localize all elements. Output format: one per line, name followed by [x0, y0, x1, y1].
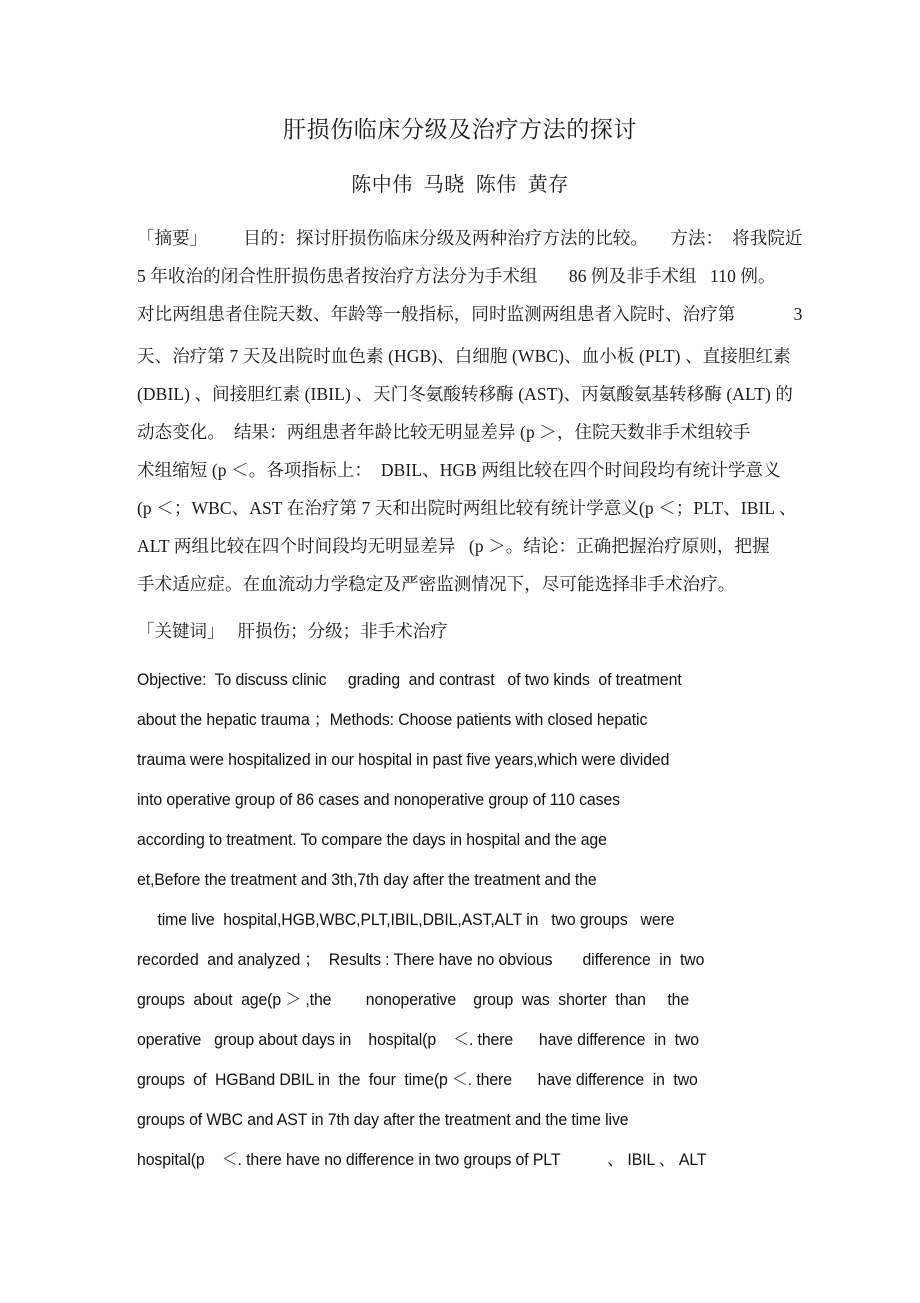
english-abstract-line: groups of HGBand DBIL in the four time(p ＜. there have difference in two	[137, 1070, 698, 1089]
abstract-line: 对比两组患者住院天数、年龄等一般指标，同时监测两组患者入院时、治疗第 3	[137, 304, 803, 324]
chinese-abstract	[137, 219, 803, 603]
english-abstract-line: into operative group of 86 cases and nonoperative group of 110 cases	[137, 790, 620, 809]
abstract-line: 5 年收治的闭合性肝损伤患者按治疗方法分为手术组 86 例及非手术组 110 例。	[137, 266, 776, 286]
english-abstract-line: trauma were hospitalized in our hospital in past five years,which were divided	[137, 750, 670, 769]
english-abstract-line: et,Before the treatment and 3th,7th day after the treatment and the	[137, 870, 597, 889]
english-abstract-line: hospital(p ＜. there have no difference in two groups of PLT 、 IBIL 、 ALT	[137, 1150, 707, 1169]
english-abstract-line: groups about age(p ＞ ,the nonoperative group was shorter than the	[137, 990, 690, 1009]
author-list: 陈中伟 马晓 陈伟 黄存	[351, 174, 569, 196]
keywords-line: 「关键词」 肝损伤；分级；非手术治疗	[137, 621, 448, 641]
abstract-line: 术组缩短 (p ＜。各项指标上： DBIL、HGB 两组比较在四个时间段均有统计学意义	[137, 460, 781, 480]
english-abstract-line: operative group about days in hospital(p ＜. there have difference in two	[137, 1030, 699, 1049]
abstract-line: 天、治疗第 7 天及出院时血色素 (HGB)、白细胞 (WBC)、血小板 (PLT) 、直接胆红素	[137, 346, 791, 366]
page-title: 肝损伤临床分级及治疗方法的探讨	[283, 117, 637, 142]
abstract-line: 「摘要」 目的：探讨肝损伤临床分级及两种治疗方法的比较。 方法： 将我院近	[137, 228, 803, 248]
abstract-line: 手术适应症。在血流动力学稳定及严密监测情况下，尽可能选择非手术治疗。	[137, 574, 736, 594]
abstract-line: 动态变化。 结果：两组患者年龄比较无明显差异 (p ＞，住院天数非手术组较手	[137, 422, 751, 442]
english-abstract-line: recorded and analyzed ； Results : There have no obvious difference in two	[137, 950, 705, 969]
abstract-line: (DBIL) 、间接胆红素 (IBIL) 、天门冬氨酸转移酶 (AST)、丙氨酸氨基转移酶 (ALT) 的	[137, 384, 793, 404]
english-abstract-line: about the hepatic trauma ；Methods: Choose patients with closed hepatic	[137, 710, 648, 729]
english-abstract-line: time live hospital,HGB,WBC,PLT,IBIL,DBIL,AST,ALT in two groups were	[157, 910, 675, 929]
english-abstract-line: groups of WBC and AST in 7th day after the treatment and the time live	[137, 1110, 629, 1129]
english-abstract	[137, 660, 797, 1180]
abstract-line: (p ＜；WBC、AST 在治疗第 7 天和出院时两组比较有统计学意义(p ＜；PLT、IBIL 、	[137, 498, 797, 518]
english-abstract-line: Objective: To discuss clinic grading and contrast of two kinds of treatment	[137, 670, 682, 689]
english-abstract-line: according to treatment. To compare the days in hospital and the age	[137, 830, 607, 849]
abstract-line: ALT 两组比较在四个时间段均无明显差异 (p ＞。结论：正确把握治疗原则，把握	[137, 536, 770, 556]
